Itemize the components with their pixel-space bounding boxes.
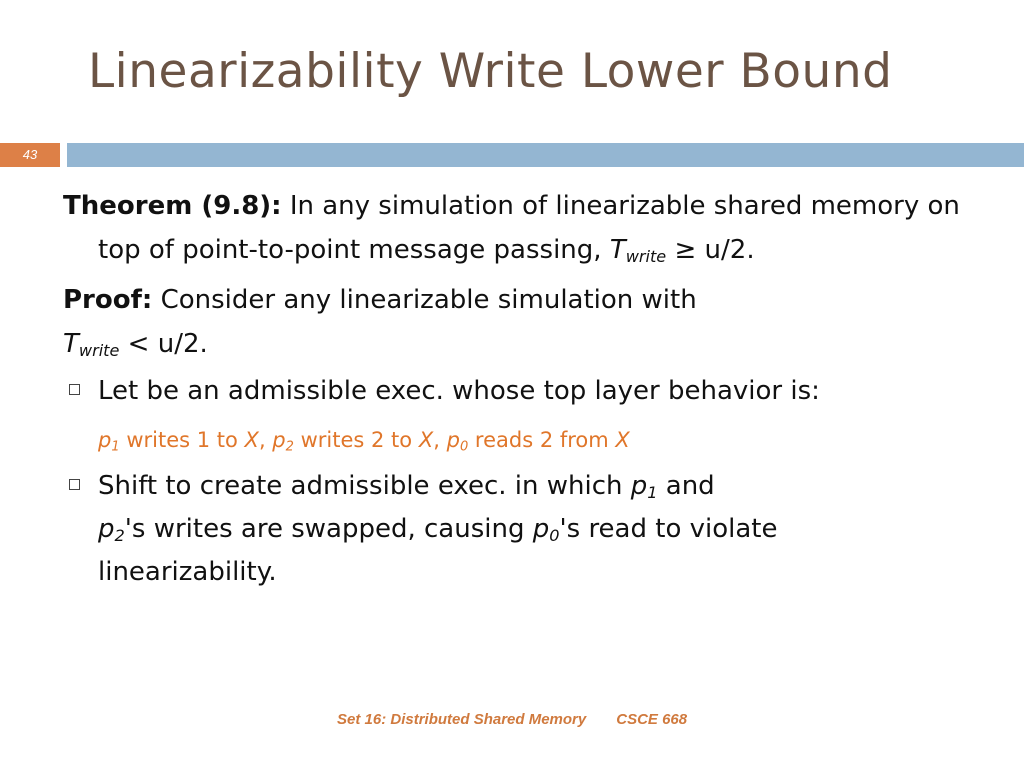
proof-sub: write	[78, 341, 120, 361]
behavior-x2: X	[418, 428, 434, 452]
bullet-p0: p	[532, 514, 550, 544]
bullet-text-pre: Shift to create admissible exec. in which	[98, 471, 623, 501]
footer-course: CSCE 668	[616, 711, 688, 728]
slide-footer	[337, 711, 687, 728]
bullet-p2-sub: 2	[114, 526, 125, 546]
theorem-var: T	[609, 235, 626, 265]
bullet-item	[63, 370, 963, 413]
proof-relation: < u/2.	[127, 329, 208, 359]
proof-text: Consider any linearizable simulation with	[160, 285, 697, 315]
theorem-statement	[63, 184, 963, 272]
theorem-label: Theorem (9.8):	[63, 191, 282, 221]
slide-number: 43	[0, 143, 60, 167]
bullet-text-mid2: 's writes are swapped, causing	[124, 514, 525, 544]
proof-label: Proof:	[63, 285, 153, 315]
bullet-item	[63, 465, 963, 594]
behavior-p1-sub: 1	[111, 439, 120, 455]
theorem-relation: ≥ u/2.	[674, 235, 755, 265]
theorem-sub: write	[625, 247, 667, 267]
behavior-p2-sub: 2	[285, 439, 294, 455]
proof-statement	[63, 278, 963, 366]
behavior-w2: writes 2 to	[300, 428, 413, 452]
behavior-x1: X	[244, 428, 259, 452]
behavior-p0: p	[446, 428, 460, 452]
behavior-x0: X	[615, 428, 630, 452]
bullet-text-mid: and	[665, 471, 715, 501]
square-bullet-icon	[69, 479, 80, 490]
proof-var: T	[63, 329, 79, 359]
behavior-r0: reads 2 from	[474, 428, 609, 452]
behavior-line: $p_1$ writes 1 to X, $p_2$ writes 2 to X, $p_0$ reads 2 from X	[98, 428, 630, 455]
bullet-p1: p	[630, 471, 648, 501]
footer-course-set: Set 16: Distributed Shared Memory	[337, 711, 587, 728]
behavior-p1: p	[98, 428, 112, 452]
bullet-p1-sub: 1	[647, 483, 658, 503]
bullet-text: Let be an admissible exec. whose top layer behavior is:	[98, 376, 820, 406]
behavior-p2: p	[272, 428, 286, 452]
slide-body	[63, 184, 963, 594]
slide-title: Linearizability Write Lower Bound	[88, 44, 893, 99]
square-bullet-icon	[69, 384, 80, 395]
behavior-w1: writes 1 to	[126, 428, 238, 452]
bullet-p0-sub: 0	[549, 526, 560, 546]
header-rule	[67, 143, 1024, 167]
behavior-p0-sub: 0	[459, 439, 469, 455]
theorem-text: In any simulation of linearizable shared memory on top of point-to-point message passing,	[98, 191, 960, 265]
bullet-text-post: 's read to violate linearizability.	[98, 514, 778, 587]
bullet-p2: p	[98, 514, 115, 544]
